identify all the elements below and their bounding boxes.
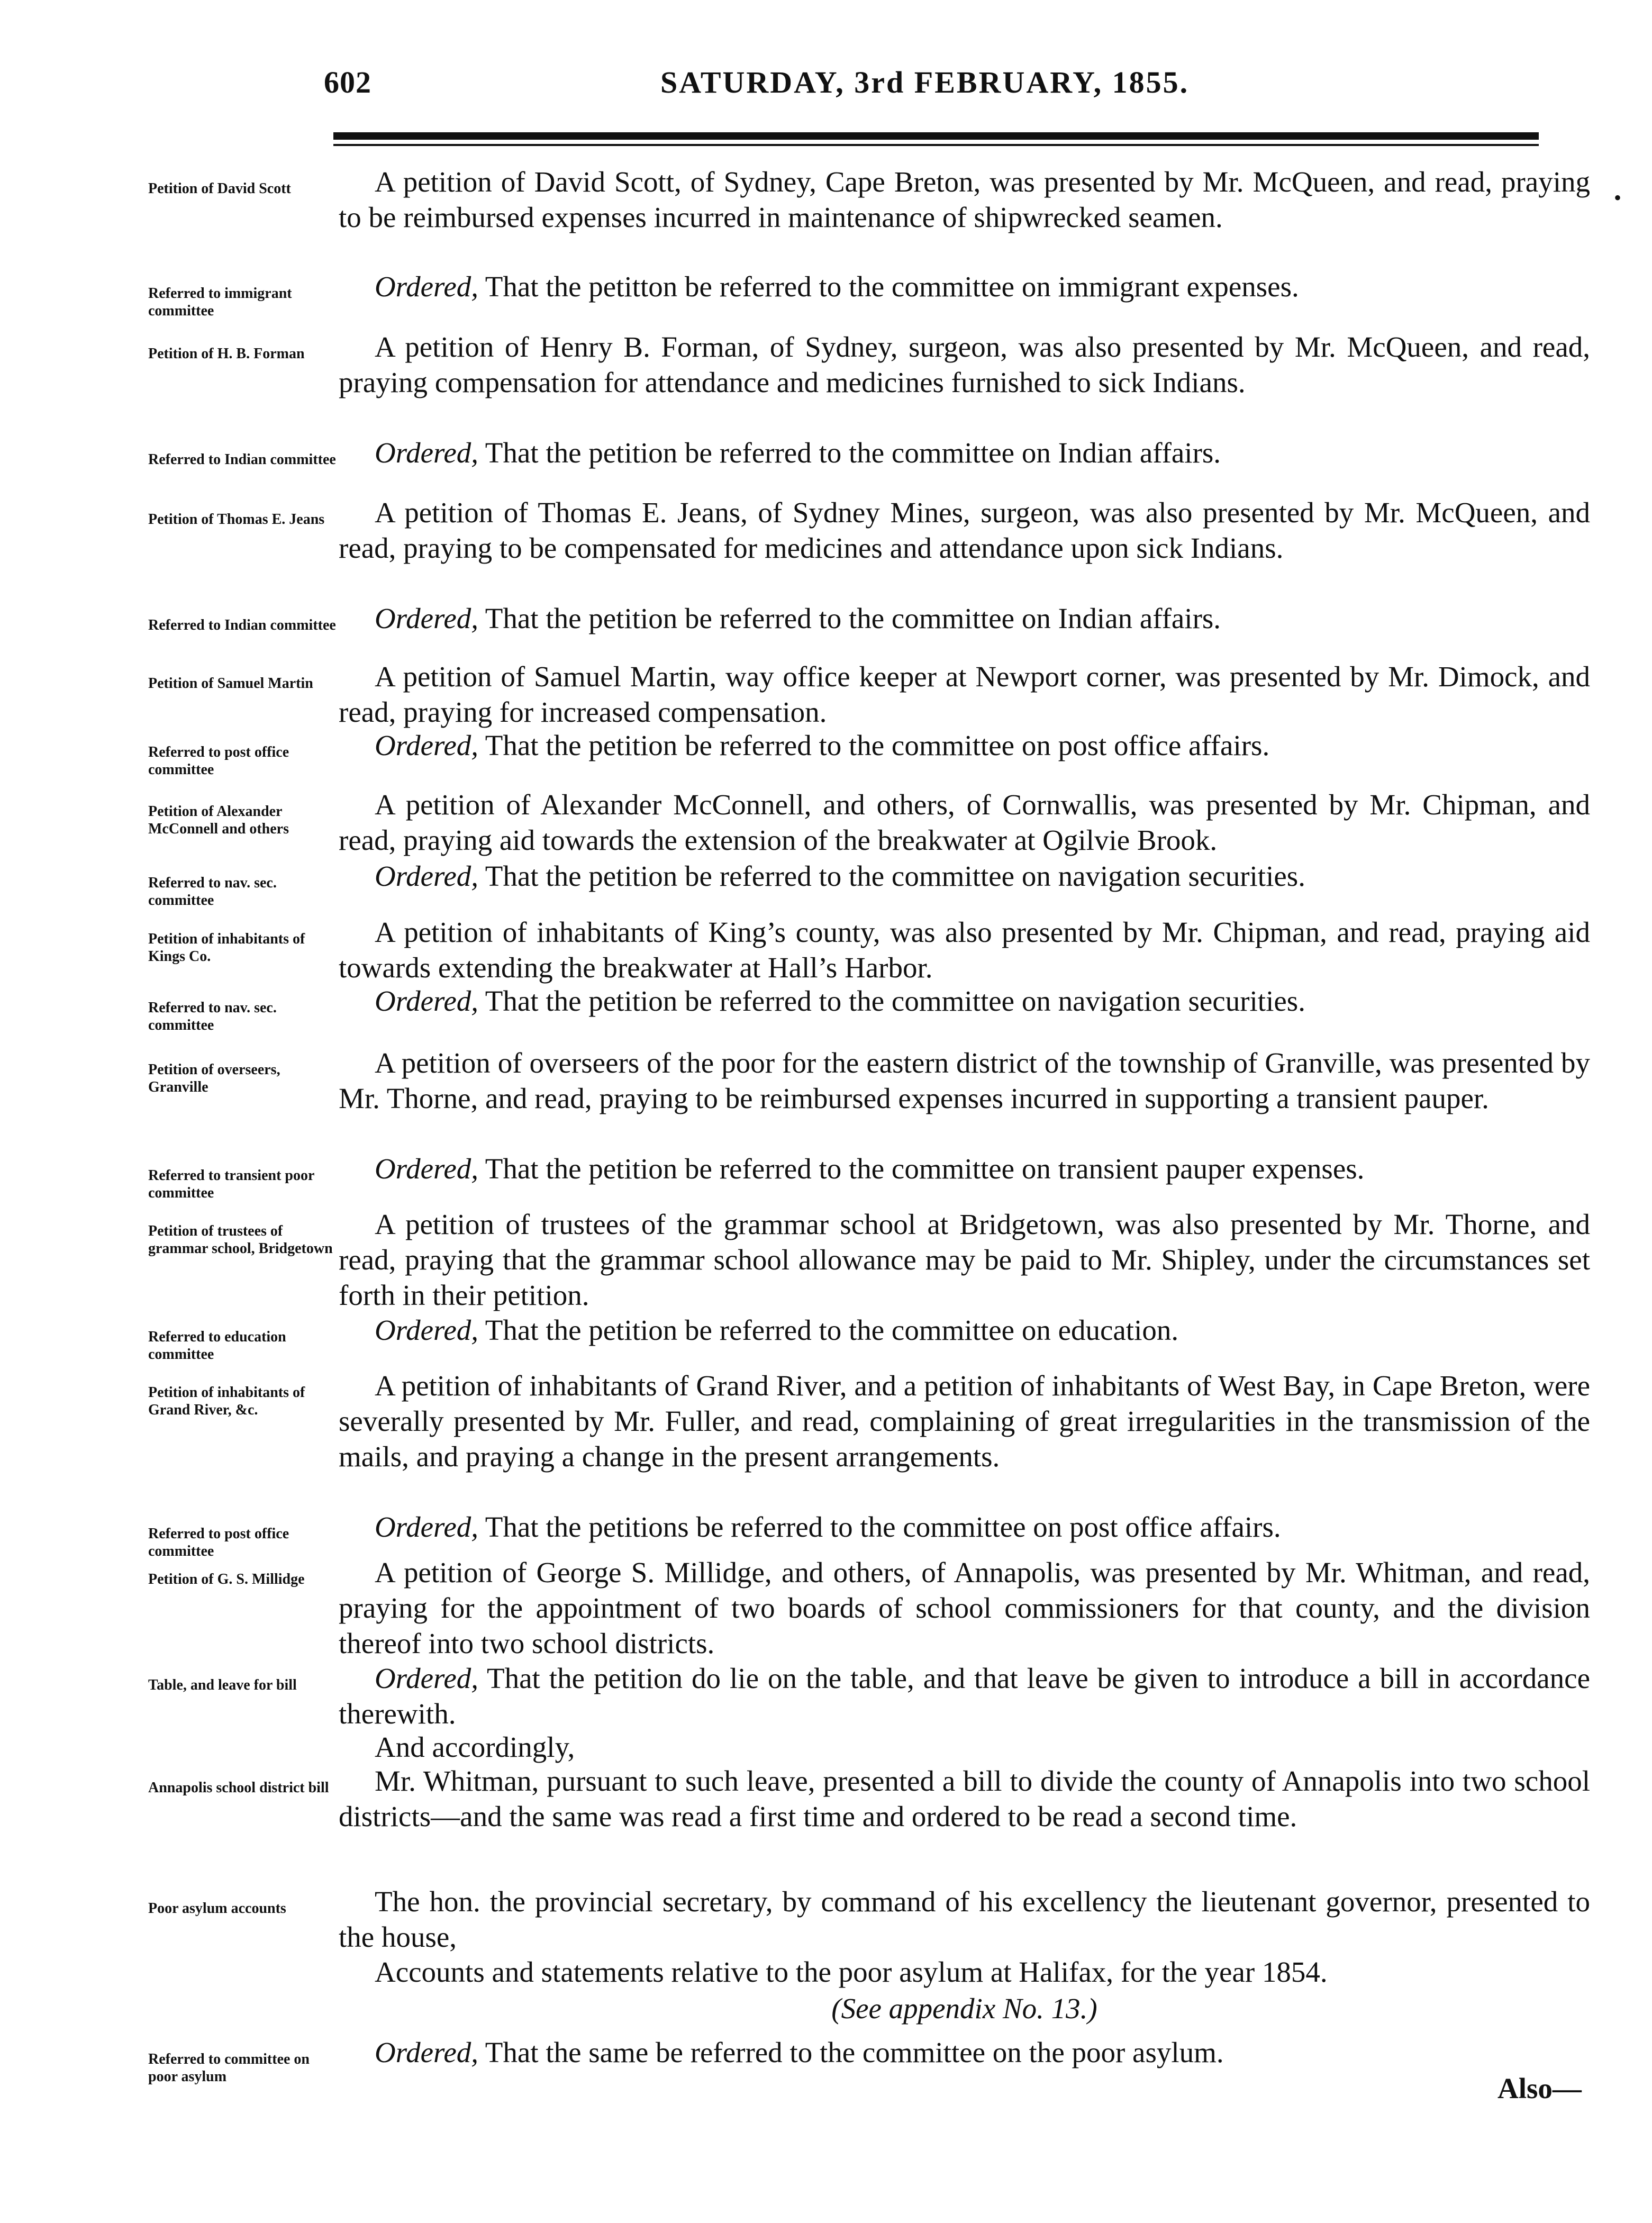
- paragraph: Mr. Whitman, pursuant to such leave, presented a bill to divide the county of Annapolis into two school districts—and the same was read a first time and ordered to be read a second time.: [339, 1765, 1590, 1832]
- page-number: 602: [324, 65, 371, 99]
- paragraph: Accounts and statements relative to the poor asylum at Halifax, for the year 1854.: [375, 1956, 1328, 1988]
- margin-note: Petition of Samuel Martin: [148, 675, 313, 692]
- paragraph: A petition of Thomas E. Jeans, of Sydney Mines, surgeon, was also presented by Mr. McQueen, and read, praying to be compensated for medicines and attendance upon sick Indians.: [339, 496, 1590, 564]
- margin-note: Petition of Thomas E. Jeans: [148, 511, 325, 528]
- paragraph: The hon. the provincial secretary, by command of his excellency the lieutenant governor, presented to the house,: [339, 1885, 1590, 1953]
- paragraph: A petition of David Scott, of Sydney, Cape Breton, was presented by Mr. McQueen, and read, praying to be reimbursed expenses incurred in maintenance of shipwrecked seamen.: [339, 166, 1590, 233]
- paragraph: Ordered, That the same be referred to the committee on the poor asylum.: [375, 2036, 1224, 2068]
- paragraph: Ordered, That the petition be referred to the committee on education.: [375, 1314, 1179, 1346]
- paragraph: A petition of inhabitants of Grand River, and a petition of inhabitants of West Bay, in Cape Breton, were severally presented by Mr. Fuller, and read, complaining of great irregularities in the transmission of the mails, and praying a change in the present arrangements.: [339, 1369, 1590, 1473]
- stray-mark: •: [1614, 186, 1622, 210]
- margin-note: Referred to immigrant committee: [148, 285, 292, 319]
- margin-note: Poor asylum accounts: [148, 1900, 286, 1917]
- margin-note: Petition of Alexander McConnell and others: [148, 803, 289, 837]
- appendix-reference: (See appendix No. 13.): [831, 1992, 1097, 2025]
- header-rule-thick: [333, 132, 1539, 140]
- margin-note: Referred to post office committee: [148, 744, 289, 778]
- margin-note: Petition of trustees of grammar school, Bridgetown: [148, 1223, 333, 1257]
- header-rule-thin: [333, 144, 1539, 146]
- paragraph: A petition of Samuel Martin, way office keeper at Newport corner, was presented by Mr. Dimock, and read, praying for increased compensation.: [339, 660, 1590, 728]
- margin-note: Petition of inhabitants of Kings Co.: [148, 931, 305, 965]
- margin-note: Annapolis school district bill: [148, 1780, 329, 1796]
- paragraph: Ordered, That the petition be referred to the committee on Indian affairs.: [375, 602, 1221, 634]
- paragraph: A petition of George S. Millidge, and others, of Annapolis, was presented by Mr. Whitman, and read, praying for the appointment of two boards of school commissioners for that county, and the division thereof into two school districts.: [339, 1556, 1590, 1659]
- margin-note: Referred to post office committee: [148, 1526, 289, 1559]
- margin-note: Referred to nav. sec. committee: [148, 1000, 277, 1033]
- margin-note: Referred to education committee: [148, 1329, 286, 1363]
- margin-note: Petition of H. B. Forman: [148, 346, 305, 362]
- margin-note: Petition of inhabitants of Grand River, &c.: [148, 1384, 305, 1418]
- margin-note: Table, and leave for bill: [148, 1677, 297, 1693]
- paragraph: Ordered, That the petition do lie on the table, and that leave be given to introduce a bill in accordance therewith.: [339, 1662, 1590, 1730]
- paragraph: Ordered, That the petition be referred to the committee on navigation securities.: [375, 860, 1305, 892]
- margin-note: Petition of G. S. Millidge: [148, 1571, 305, 1587]
- running-head: SATURDAY, 3rd FEBRUARY, 1855.: [660, 65, 1190, 99]
- paragraph: And accordingly,: [375, 1731, 575, 1763]
- margin-note: Referred to Indian committee: [148, 451, 336, 468]
- catchword: Also—: [1497, 2072, 1582, 2104]
- paragraph: A petition of trustees of the grammar school at Bridgetown, was also presented by Mr. Thorne, and read, praying that the grammar school allowance may be paid to Mr. Shipley, under the circumstances set forth in their petition.: [339, 1208, 1590, 1311]
- paragraph: Ordered, That the petitton be referred to the committee on immigrant expenses.: [375, 270, 1299, 303]
- paragraph: Ordered, That the petition be referred to the committee on transient pauper expenses.: [375, 1153, 1365, 1185]
- margin-note: Referred to nav. sec. committee: [148, 875, 277, 909]
- paragraph: Ordered, That the petition be referred to the committee on post office affairs.: [375, 729, 1270, 761]
- margin-note: Petition of overseers, Granville: [148, 1061, 280, 1095]
- margin-note: Petition of David Scott: [148, 180, 291, 197]
- paragraph: A petition of Henry B. Forman, of Sydney, surgeon, was also presented by Mr. McQueen, and read, praying compensation for attendance and medicines furnished to sick Indians.: [339, 331, 1590, 398]
- paragraph: A petition of inhabitants of King’s county, was also presented by Mr. Chipman, and read, praying aid towards extending the breakwater at Hall’s Harbor.: [339, 916, 1590, 984]
- paragraph: Ordered, That the petition be referred to the committee on navigation securities.: [375, 985, 1305, 1017]
- margin-note: Referred to transient poor committee: [148, 1167, 314, 1201]
- margin-note: Referred to committee on poor asylum: [148, 2051, 310, 2085]
- paragraph: A petition of Alexander McConnell, and others, of Cornwallis, was presented by Mr. Chipman, and read, praying aid towards the extension of the breakwater at Ogilvie Brook.: [339, 788, 1590, 856]
- paragraph: A petition of overseers of the poor for the eastern district of the township of Granville, was presented by Mr. Thorne, and read, praying to be reimbursed expenses incurred in supporting a transient pauper.: [339, 1047, 1590, 1114]
- margin-note: Referred to Indian committee: [148, 617, 336, 633]
- paragraph: Ordered, That the petitions be referred to the committee on post office affairs.: [375, 1511, 1281, 1543]
- paragraph: Ordered, That the petition be referred to the committee on Indian affairs.: [375, 437, 1221, 469]
